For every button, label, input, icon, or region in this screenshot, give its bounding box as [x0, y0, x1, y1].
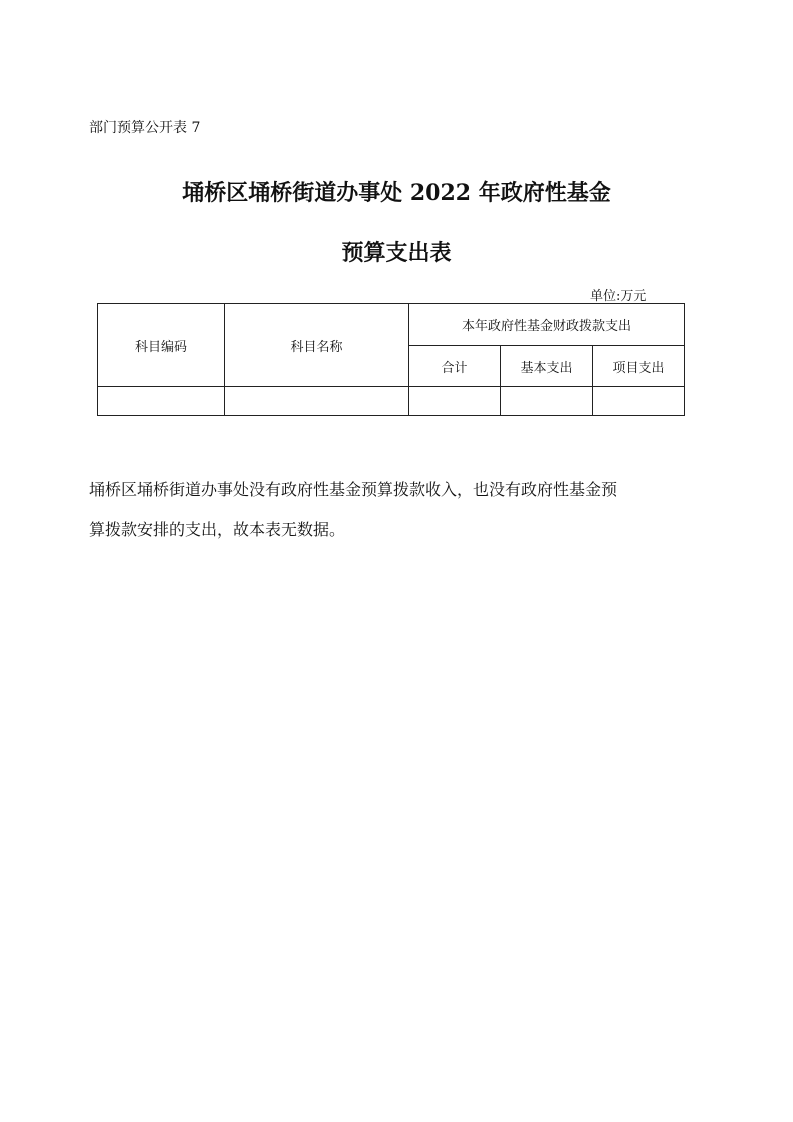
cell-empty	[98, 387, 225, 416]
unit-label: 单位:万元	[590, 289, 647, 304]
explanation-note	[89, 470, 709, 550]
page-title-line1: 埇桥区埇桥街道办事处 2022 年政府性基金	[182, 180, 611, 206]
document-label: 部门预算公开表 7	[89, 120, 201, 136]
budget-table	[97, 303, 685, 416]
header-project-expenditure: 项目支出	[593, 346, 685, 387]
cell-empty	[225, 387, 409, 416]
table-row	[98, 387, 685, 416]
note-line: 埇桥区埇桥街道办事处没有政府性基金预算拨款收入，也没有政府性基金预	[89, 480, 618, 499]
header-subject-name: 科目名称	[225, 304, 409, 387]
cell-empty	[593, 387, 685, 416]
header-subject-code: 科目编码	[98, 304, 225, 387]
header-total: 合计	[409, 346, 501, 387]
page-title-line2: 预算支出表	[341, 240, 452, 266]
cell-empty	[501, 387, 593, 416]
note-line: 算拨款安排的支出，故本表无数据。	[89, 520, 346, 539]
cell-empty	[409, 387, 501, 416]
header-fund-expenditure: 本年政府性基金财政拨款支出	[409, 304, 685, 346]
header-basic-expenditure: 基本支出	[501, 346, 593, 387]
